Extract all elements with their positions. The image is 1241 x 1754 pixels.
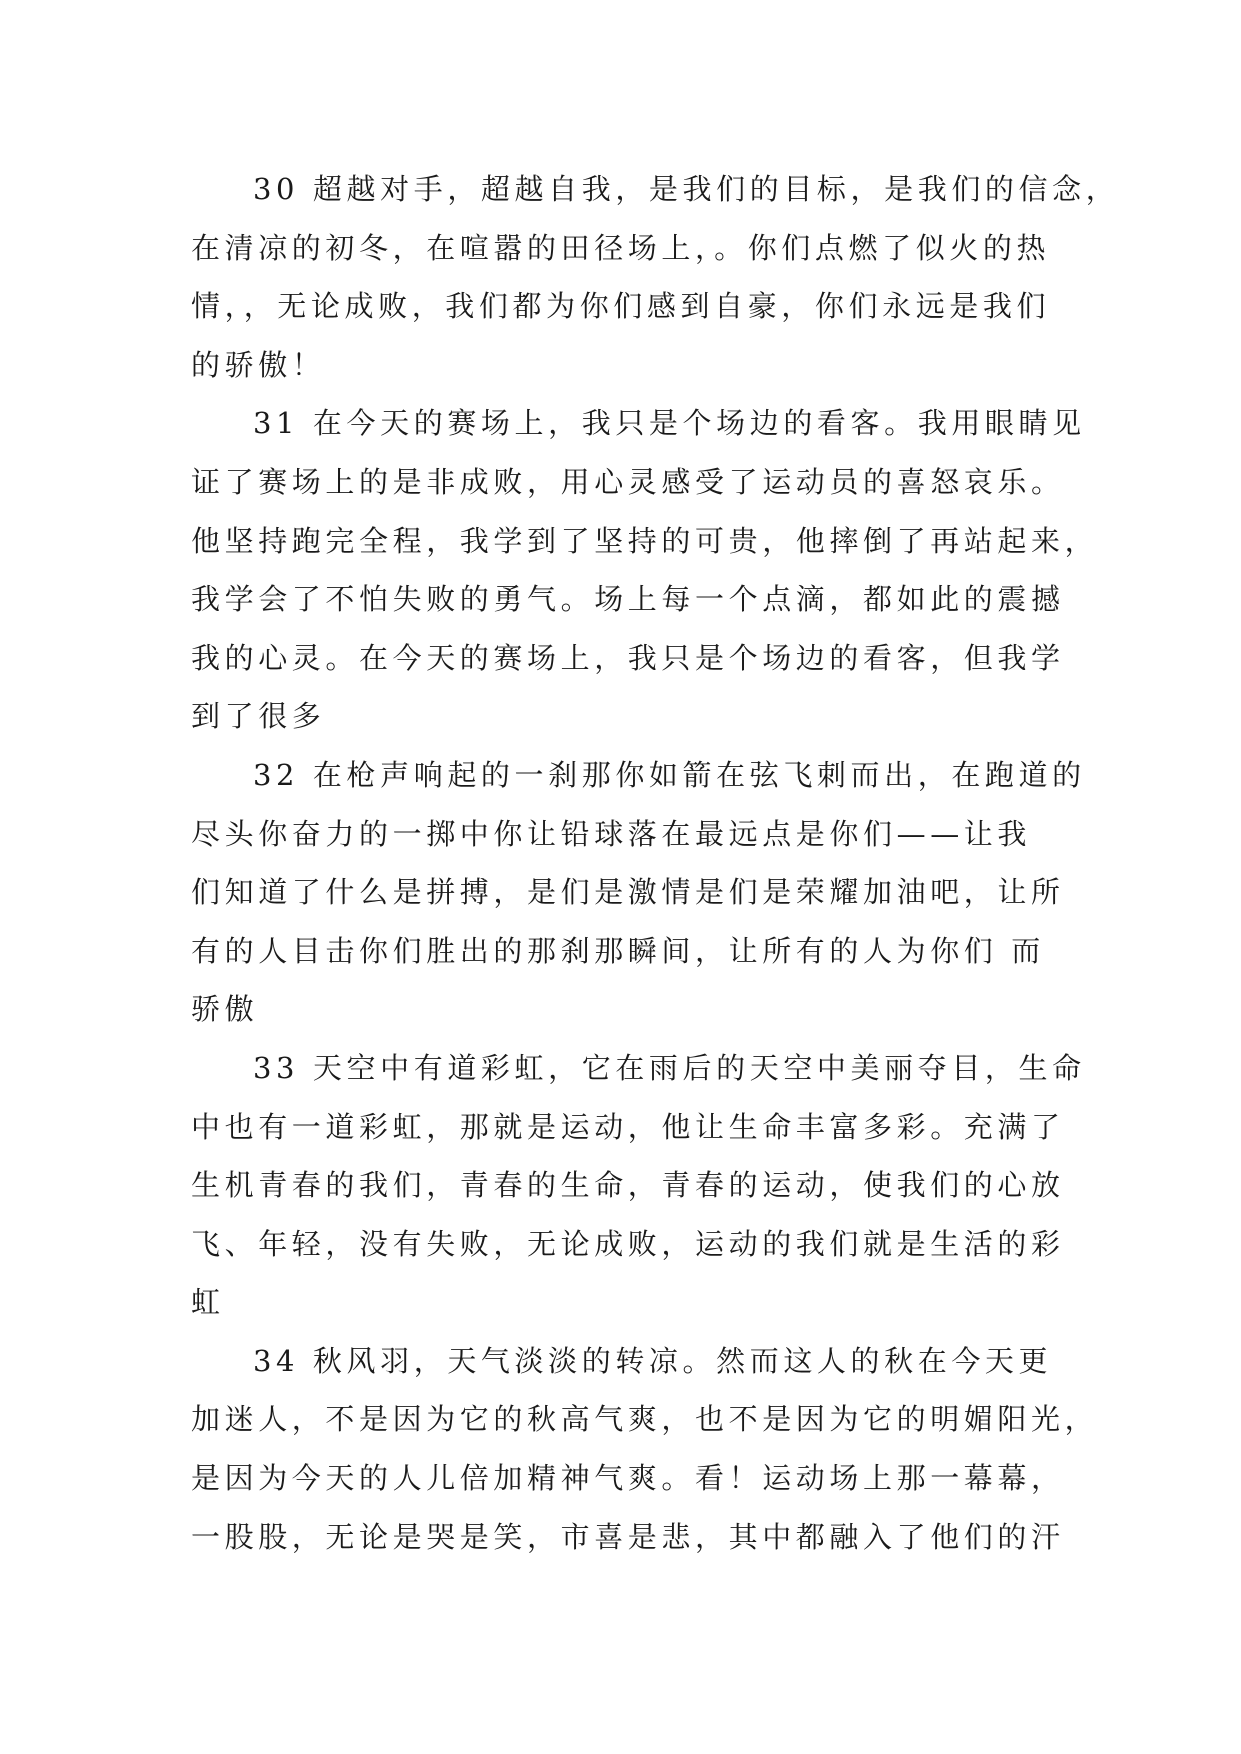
paragraph-line: 骄傲 [191, 992, 259, 1027]
paragraph-line: 31 在今天的赛场上，我只是个场边的看客。我用眼睛见 [253, 406, 1086, 441]
paragraph-line: 他坚持跑完全程，我学到了坚持的可贵，他摔倒了再站起来， [191, 523, 1099, 558]
paragraph-line: 证了赛场上的是非成败，用心灵感受了运动员的喜怒哀乐。 [191, 464, 1065, 499]
paragraph-32 [191, 746, 1086, 1039]
paragraph-line: 我学会了不怕失败的勇气。场上每一个点滴，都如此的震撼 [191, 582, 1065, 617]
paragraph-line: 34 秋风羽，天气淡淡的转凉。然而这人的秋在今天更 [253, 1343, 1053, 1378]
paragraph-30 [191, 160, 1120, 394]
paragraph-line: 中也有一道彩虹，那就是运动，他让生命丰富多彩。充满了 [191, 1109, 1065, 1144]
paragraph-33 [191, 1039, 1086, 1332]
paragraph-line: 33 天空中有道彩虹，它在雨后的天空中美丽夺目，生命 [253, 1050, 1086, 1085]
paragraph-31 [191, 394, 1099, 746]
paragraph-line: 们知道了什么是拼搏，是们是激情是们是荣耀加油吧，让所 [191, 875, 1065, 910]
paragraph-line: 一股股，无论是哭是笑，市喜是悲，其中都融入了他们的汗 [191, 1519, 1065, 1554]
paragraph-line: 飞、年轻，没有失败，无论成败，运动的我们就是生活的彩 [191, 1226, 1065, 1261]
paragraph-line: 加迷人，不是因为它的秋高气爽，也不是因为它的明媚阳光， [191, 1402, 1099, 1437]
paragraph-line: 虹 [191, 1285, 225, 1320]
paragraph-line: 情，，无论成败，我们都为你们感到自豪，你们永远是我们 [191, 289, 1051, 324]
paragraph-line: 我的心灵。在今天的赛场上，我只是个场边的看客，但我学 [191, 640, 1065, 675]
paragraph-line: 32 在枪声响起的一刹那你如箭在弦飞刺而出，在跑道的 [253, 757, 1086, 792]
paragraph-line: 有的人目击你们胜出的那刹那瞬间，让所有的人为你们 而 [191, 933, 1045, 968]
paragraph-line: 是因为今天的人儿倍加精神气爽。看！运动场上那一幕幕， [191, 1461, 1065, 1496]
paragraph-34 [191, 1332, 1099, 1566]
paragraph-line: 在清凉的初冬，在喧嚣的田径场上，。你们点燃了似火的热 [191, 230, 1051, 265]
paragraph-line: 尽头你奋力的一掷中你让铅球落在最远点是你们——让我 [191, 816, 1032, 851]
paragraph-line: 生机青春的我们，青春的生命，青春的运动，使我们的心放 [191, 1168, 1065, 1203]
paragraph-line: 的骄傲！ [191, 347, 326, 382]
document-body [191, 160, 1120, 1566]
paragraph-line: 30 超越对手，超越自我，是我们的目标，是我们的信念， [253, 172, 1120, 206]
paragraph-line: 到了很多 [191, 699, 326, 734]
